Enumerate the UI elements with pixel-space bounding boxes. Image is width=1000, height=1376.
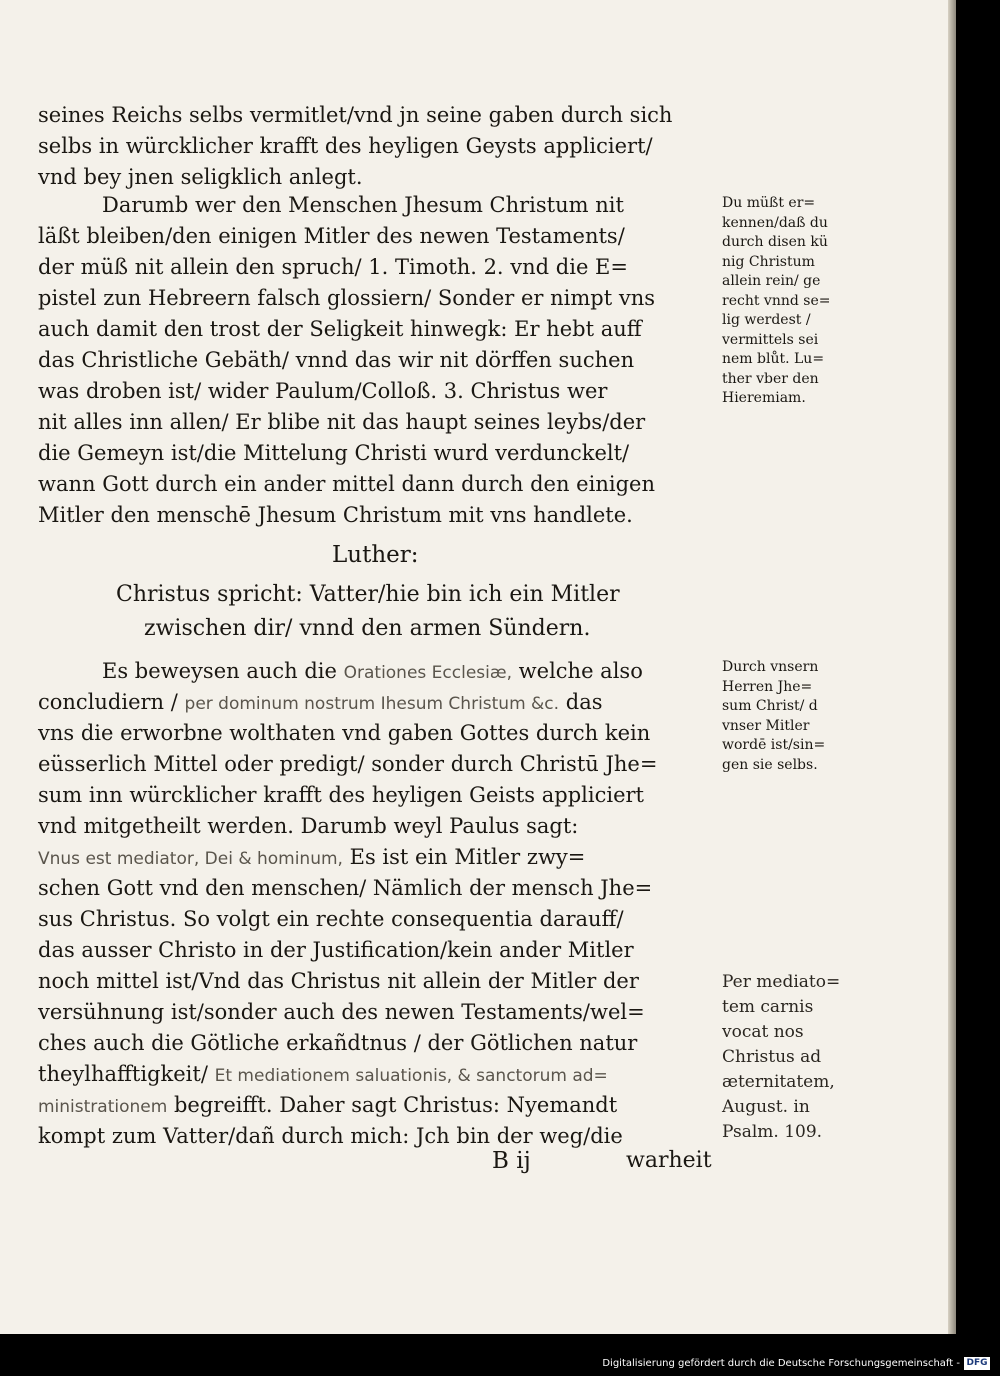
- text-span: das: [565, 690, 603, 714]
- text-line: [38, 1059, 728, 1090]
- marginal-line: sum Christ/ d: [722, 698, 818, 714]
- text-line: Mitler den menschē Jhesum Christum mit vns handlete.: [38, 503, 633, 527]
- marginal-line: Christus ad: [722, 1047, 822, 1067]
- marginal-line: Psalm. 109.: [722, 1122, 823, 1142]
- funding-credit: Digitalisierung gefördert durch die Deutsche Forschungsgemeinschaft -: [602, 1358, 960, 1369]
- quote-line: zwischen dir/ vnnd den armen Sündern.: [144, 616, 591, 641]
- marginal-line: nem blůt. Lu=: [722, 351, 825, 367]
- marginal-line: recht vnnd se=: [722, 292, 831, 309]
- latin-phrase: Et mediationem saluationis, & sanctorum ad=: [214, 1066, 608, 1086]
- marginal-note-durch: [722, 658, 862, 775]
- text-line: noch mittel ist/Vnd das Christus nit allein der Mitler der: [38, 969, 639, 993]
- marginal-line: Per mediato=: [722, 972, 841, 992]
- marginal-line: vocat nos: [722, 1022, 804, 1042]
- marginal-line: lig werdest /: [722, 312, 811, 328]
- marginal-line: vnser Mitler: [722, 717, 810, 734]
- text-line: wann Gott durch ein ander mittel dann durch den einigen: [38, 472, 655, 496]
- text-line: eüsserlich Mittel oder predigt/ sonder durch Christū Jhe=: [38, 752, 658, 776]
- text-line: vnd bey jnen seligklich anlegt.: [38, 165, 363, 189]
- text-line: vnd mitgetheilt werden. Darumb weyl Paulus sagt:: [38, 814, 579, 838]
- text-line: was droben ist/ wider Paulum/Colloß. 3. Christus wer: [38, 379, 608, 403]
- luther-quote: [116, 578, 716, 646]
- text-line: vns die erworbne wolthaten vnd gaben Gottes durch kein: [38, 721, 651, 745]
- page-edge: [948, 0, 956, 1334]
- text-line: läßt bleiben/den einigen Mitler des newen Testaments/: [38, 224, 625, 248]
- text-block-top: [38, 100, 728, 193]
- text-span: begreifft. Daher sagt Christus: Nyemandt: [173, 1093, 618, 1117]
- marginal-line: tem carnis: [722, 997, 814, 1017]
- signature-mark: B ij: [492, 1148, 531, 1174]
- marginal-line: Hieremiam.: [722, 390, 806, 406]
- text-line: Darumb wer den Menschen Jhesum Christum nit: [102, 193, 624, 217]
- text-line: [38, 687, 728, 718]
- marginal-line: Durch vnsern: [722, 659, 819, 675]
- text-line: das ausser Christo in der Justification/kein ander Mitler: [38, 938, 634, 962]
- marginal-note-luther: [722, 194, 862, 409]
- latin-phrase: Vnus est mediator, Dei & hominum,: [38, 849, 343, 869]
- marginal-line: wordē ist/sin=: [722, 737, 826, 753]
- text-line: [38, 656, 728, 687]
- text-block-darumb: [38, 190, 728, 531]
- text-line: kompt zum Vatter/dañ durch mich: Jch bin der weg/die: [38, 1124, 623, 1148]
- marginal-line: kennen/daß du: [722, 214, 828, 231]
- text-line: [38, 842, 728, 873]
- marginal-line: vermittels sei: [722, 331, 819, 348]
- text-span: Es beweysen auch die: [102, 659, 337, 683]
- marginal-line: durch disen kü: [722, 234, 828, 250]
- dfg-logo: DFG: [964, 1357, 990, 1370]
- text-line: sus Christus. So volgt ein rechte consequentia darauff/: [38, 907, 624, 931]
- marginal-line: æternitatem,: [722, 1072, 835, 1092]
- catchword: warheit: [626, 1148, 712, 1173]
- marginal-note-augustine: [722, 970, 862, 1145]
- text-span: welche also: [518, 659, 643, 683]
- luther-heading: Luther:: [332, 542, 419, 568]
- marginal-line: allein rein/ ge: [722, 273, 821, 289]
- footer-bar: [0, 1334, 1000, 1376]
- text-span: theylhafftigkeit/: [38, 1062, 208, 1086]
- text-line: [38, 1090, 728, 1121]
- latin-phrase: ministrationem: [38, 1097, 168, 1117]
- text-line: die Gemeyn ist/die Mittelung Christi wurd verdunckelt/: [38, 441, 630, 465]
- text-line: nit alles inn allen/ Er blibe nit das haupt seines leybs/der: [38, 410, 646, 434]
- text-span: Es ist ein Mitler zwy=: [349, 845, 586, 869]
- text-line: das Christliche Gebäth/ vnnd das wir nit dörffen suchen: [38, 348, 635, 372]
- text-block-orationes: [38, 656, 728, 1152]
- text-line: versühnung ist/sonder auch des newen Testaments/wel=: [38, 1000, 645, 1024]
- quote-line: Christus spricht: Vatter/hie bin ich ein Mitler: [116, 582, 620, 607]
- latin-phrase: per dominum nostrum Ihesum Christum &c.: [184, 694, 560, 714]
- marginal-line: ther vber den: [722, 370, 819, 387]
- text-line: selbs in würcklicher krafft des heyligen Geysts appliciert/: [38, 134, 653, 158]
- text-span: concludiern /: [38, 690, 178, 714]
- marginal-line: August. in: [722, 1097, 810, 1117]
- latin-phrase: Orationes Ecclesiæ,: [343, 663, 512, 683]
- text-line: pistel zun Hebreern falsch glossiern/ Sonder er nimpt vns: [38, 286, 656, 310]
- text-line: auch damit den trost der Seligkeit hinwegk: Er hebt auff: [38, 317, 642, 341]
- text-line: sum inn würcklicher krafft des heyligen Geists appliciert: [38, 783, 644, 807]
- text-line: seines Reichs selbs vermitlet/vnd jn seine gaben durch sich: [38, 103, 673, 127]
- text-line: ches auch die Götliche erkañdtnus / der Götlichen natur: [38, 1031, 638, 1055]
- signature-line: [0, 1148, 948, 1180]
- marginal-line: Herren Jhe=: [722, 678, 813, 695]
- text-line: der müß nit allein den spruch/ 1. Timoth. 2. vnd die E=: [38, 255, 628, 279]
- text-line: schen Gott vnd den menschen/ Nämlich der mensch Jhe=: [38, 876, 653, 900]
- marginal-line: gen sie selbs.: [722, 756, 818, 773]
- marginal-line: nig Christum: [722, 253, 815, 270]
- marginal-line: Du müßt er=: [722, 195, 816, 211]
